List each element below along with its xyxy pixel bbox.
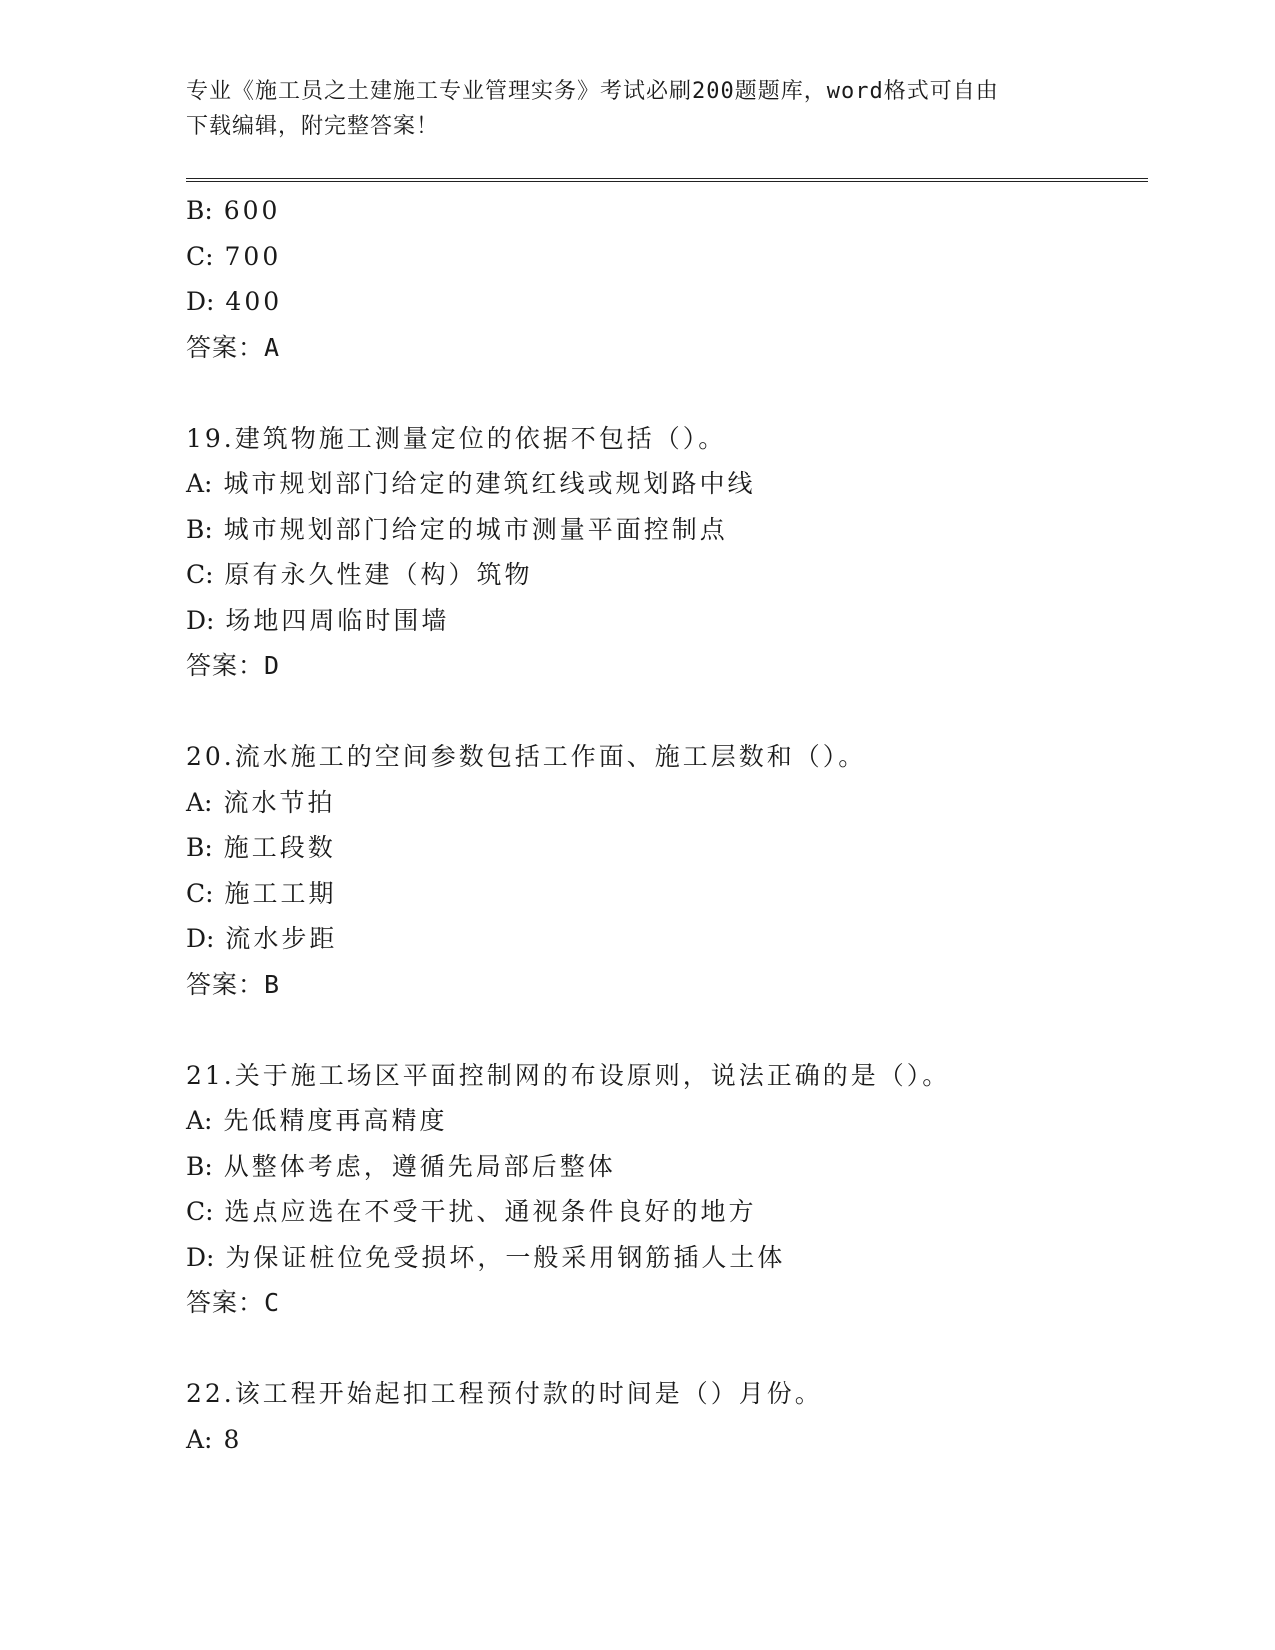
answer: 答案：D [186, 651, 281, 680]
option-a: A: 城市规划部门给定的建筑红线或规划路中线 [186, 469, 756, 498]
answer: 答案：C [186, 1288, 281, 1317]
header-title-line-1: 专业《施工员之土建施工专业管理实务》考试必刷200题题库，word格式可自由 [186, 79, 999, 104]
option-c: C: 700 [186, 241, 282, 271]
answer: 答案：A [186, 332, 281, 362]
header-divider [186, 178, 1148, 182]
option-b: B: 600 [186, 196, 281, 225]
question-stem: 21.关于施工场区平面控制网的布设原则，说法正确的是（）。 [186, 1060, 951, 1090]
question-stem: 20.流水施工的空间参数包括工作面、施工层数和（）。 [186, 742, 867, 771]
option-a: A: 8 [186, 1424, 243, 1454]
option-d: D: 为保证桩位免受损坏，一般采用钢筋插人土体 [186, 1242, 786, 1272]
question-stem: 19.建筑物施工测量定位的依据不包括（）。 [186, 423, 727, 453]
answer: 答案：B [186, 969, 281, 999]
option-a: A: 流水节拍 [186, 787, 336, 817]
option-b: B: 施工段数 [186, 833, 336, 862]
question-21 [186, 1053, 1148, 1326]
option-b: B: 城市规划部门给定的城市测量平面控制点 [186, 514, 728, 544]
question-stem: 22.该工程开始起扣工程预付款的时间是（）月份。 [186, 1379, 823, 1408]
option-c: C: 施工工期 [186, 878, 337, 908]
question-22 [186, 1371, 1148, 1462]
question-20 [186, 734, 1148, 1007]
option-b: B: 从整体考虑，遵循先局部后整体 [186, 1151, 616, 1181]
option-d: D: 场地四周临时围墙 [186, 605, 450, 635]
option-c: C: 选点应选在不受干扰、通视条件良好的地方 [186, 1197, 757, 1226]
option-d: D: 400 [186, 287, 283, 316]
option-c: C: 原有永久性建（构）筑物 [186, 560, 533, 589]
header-title-line-2: 下载编辑，附完整答案！ [186, 114, 440, 139]
question-list [186, 188, 1148, 1462]
question-19 [186, 416, 1148, 689]
option-a: A: 先低精度再高精度 [186, 1106, 448, 1135]
question-continued [186, 188, 1148, 370]
document-header [186, 74, 1066, 144]
option-d: D: 流水步距 [186, 924, 338, 953]
